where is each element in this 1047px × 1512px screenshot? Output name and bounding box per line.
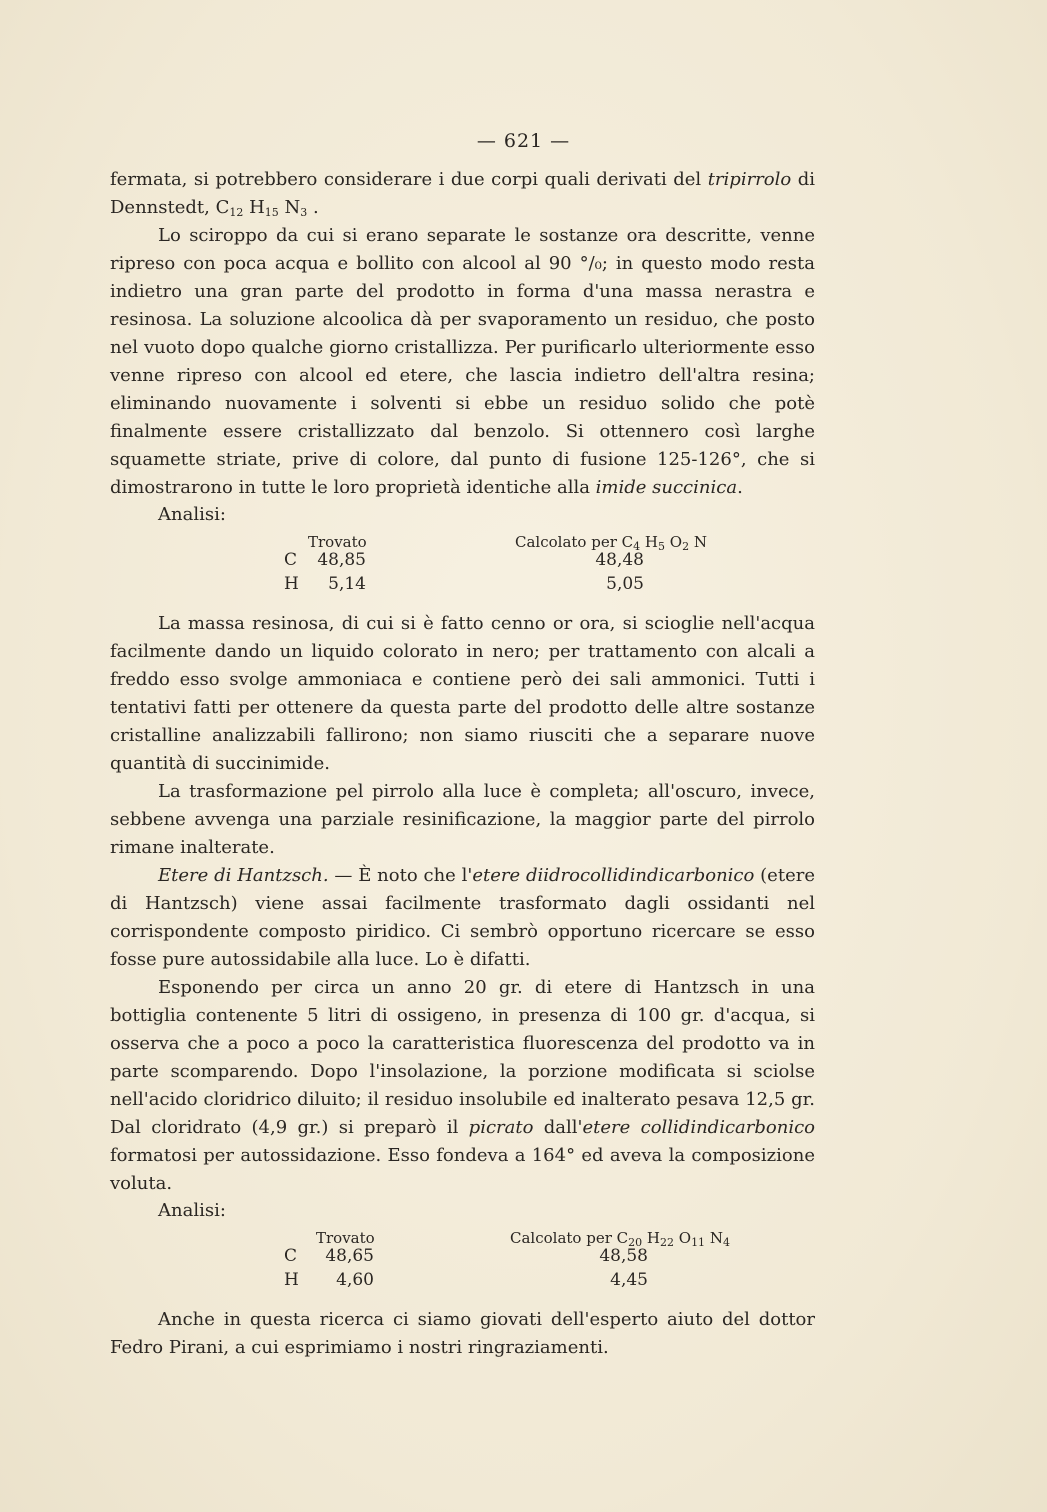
paragraph-4: La trasformazione pel pirrolo alla luce è completa; all'oscuro, invece, sebbene avvenga una parziale resinificazione, la maggior parte del pirrolo rimane inalterate.	[110, 781, 815, 858]
calc-value: 5,05	[606, 574, 644, 594]
text-run: H	[642, 1229, 660, 1247]
subscript: 20	[628, 1236, 643, 1249]
italic-term: etere diidrocollidindicarbonico	[472, 865, 755, 886]
element-symbol: C	[284, 550, 298, 570]
subscript: 4	[722, 1236, 730, 1249]
found-value: 5,14	[328, 574, 366, 594]
subscript: 3	[300, 206, 308, 219]
text-run: di Dennstedt, C	[110, 169, 815, 218]
text-run: .	[307, 197, 319, 218]
subscript: 11	[691, 1236, 706, 1249]
text-run: dall'	[533, 1117, 583, 1138]
text-run: Lo sciroppo da cui si erano separate le sostanze ora descritte, venne ripreso con poca acqua e bollito con alcool al 90	[110, 225, 815, 274]
subscript: 15	[264, 206, 279, 219]
text-run: ; in questo modo resta indietro una gran parte del prodotto in forma d'una massa nerastra e resinosa. La soluzione alcoolica dà per svaporamento un residuo, che posto nel vuoto dopo qualche giorno cristallizza. Per purificarlo ulteriormente esso venne ripreso con alcool ed etere, che lascia indietro dell'altra resina; eliminando nuovamente i solventi si ebbe un residuo solido che potè finalmente essere cristallizzato dal benzolo. Si ottennero così larghe squamette striate, prive di colore, dal punto di fusione 125-126°, che si dimostrarono in tutte le loro proprietà identiche alla	[110, 253, 815, 498]
italic-term: picrato	[468, 1117, 534, 1138]
analysis-table-2	[110, 1224, 815, 1294]
subscript: 22	[659, 1236, 674, 1249]
text-run: Calcolato per C	[510, 1229, 629, 1247]
text-run: Calcolato per C	[515, 533, 634, 551]
text-run: H	[243, 197, 265, 218]
paragraph-1	[110, 166, 815, 222]
element-symbol: C	[284, 1246, 298, 1266]
element-symbol: H	[284, 574, 299, 594]
percent-sign: °/₀	[579, 253, 602, 274]
found-value: 48,85	[317, 550, 366, 570]
subscript: 4	[633, 540, 641, 553]
paragraph-6	[110, 974, 815, 1198]
element-symbol: H	[284, 1270, 299, 1290]
italic-heading: Etere di Hantzsch.	[158, 865, 329, 886]
found-header: Trovato	[308, 533, 367, 551]
paragraph-5	[110, 862, 815, 974]
text-run: fermata, si potrebbero considerare i due corpi quali derivati del	[110, 169, 708, 190]
subscript: 12	[229, 206, 244, 219]
text-run: O	[673, 1229, 692, 1247]
page-number: — 621 —	[476, 130, 571, 152]
paragraph-3: La massa resinosa, di cui si è fatto cenno or ora, si scioglie nell'acqua facilmente dando un liquido colorato in nero; per trattamento con alcali a freddo esso svolge ammoniaca e contiene però dei sali ammonici. Tutti i tentativi fatti per ottenere da questa parte del prodotto delle altre sostanze cristalline analizzabili fallirono; non siamo riusciti che a separare nuove quantità di succinimide.	[110, 613, 815, 774]
text-run: Esponendo per circa un anno 20 gr. di etere di Hantzsch in una bottiglia contenente 5 litri di ossigeno, in presenza di 100 gr. d'acqua, si osserva che a poco a poco la caratteristica fluorescenza del prodotto va in parte scomparendo. Dopo l'insolazione, la porzione modificata si sciolse nell'acido cloridrico diluito; il residuo insolubile ed inalterato pesava 12,5 gr. Dal cloridrato (4,9 gr.) si preparò il	[110, 977, 815, 1138]
italic-term: imide succinica	[595, 477, 738, 498]
found-value: 4,60	[336, 1270, 374, 1290]
found-value: 48,65	[325, 1246, 374, 1266]
paragraph-7: Anche in questa ricerca ci siamo giovati dell'esperto aiuto del dottor Fedro Pirani, a cui esprimiamo i nostri ringraziamenti.	[110, 1309, 815, 1358]
text-run: N	[705, 1229, 723, 1247]
found-header: Trovato	[316, 1229, 375, 1247]
text-run: (etere di Hantzsch) viene assai facilmente trasformato dagli ossidanti nel corrispondente composto piridico. Ci sembrò opportuno ricercare se esso fosse pure autossidabile alla luce. Lo è difatti.	[110, 865, 815, 970]
calc-value: 48,48	[595, 550, 644, 570]
text-run: formatosi per autossidazione. Esso fondeva a 164° ed aveva la composizione voluta.	[110, 1145, 815, 1194]
text-run: H	[640, 533, 658, 551]
subscript: 5	[657, 540, 665, 553]
italic-term: etere collidindicarbonico	[582, 1117, 816, 1138]
text-run: .	[737, 477, 743, 498]
analysis-table-1	[110, 528, 815, 598]
text-run: N	[689, 533, 707, 551]
subscript: 2	[682, 540, 690, 553]
text-run: — È noto che l'	[328, 865, 473, 886]
calc-value: 48,58	[599, 1246, 648, 1266]
italic-term: tripirrolo	[707, 169, 792, 190]
analysis-label-2: Analisi:	[158, 1200, 226, 1221]
calc-value: 4,45	[610, 1270, 648, 1290]
text-run: N	[278, 197, 301, 218]
text-run: O	[664, 533, 683, 551]
body-text	[110, 166, 815, 1362]
paragraph-2	[110, 222, 815, 502]
analysis-label-1: Analisi:	[158, 504, 226, 525]
